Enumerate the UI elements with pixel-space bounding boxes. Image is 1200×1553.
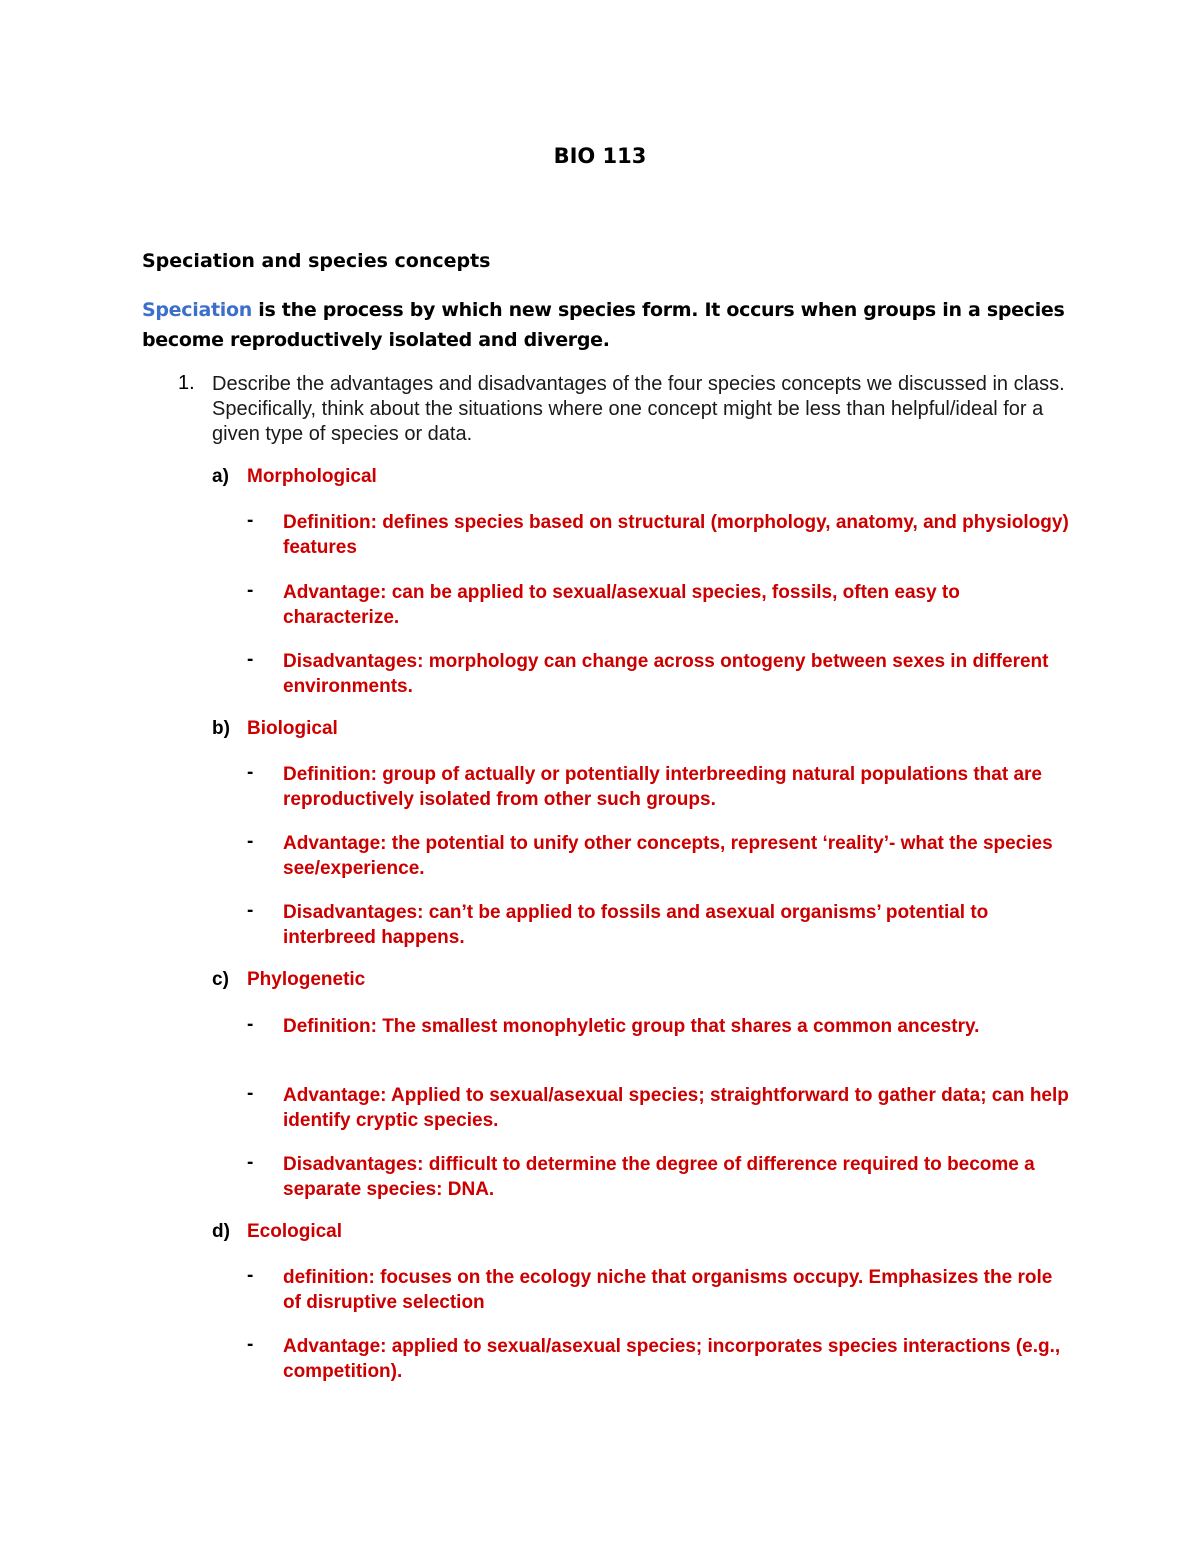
- bullet-dash: -: [247, 1083, 254, 1104]
- bullet-dash: -: [247, 510, 254, 531]
- intro-term: Speciation: [142, 299, 252, 321]
- concept-point: Definition: group of actually or potentially interbreeding natural populations that are reproductively isolated from other such groups.: [283, 764, 1042, 810]
- intro-paragraph: [142, 295, 1072, 355]
- concept-point: definition: focuses on the ecology niche that organisms occupy. Emphasizes the role of disruptive selection: [283, 1267, 1053, 1313]
- concept-point: Disadvantages: can’t be applied to fossils and asexual organisms’ potential to interbreed happens.: [283, 902, 989, 948]
- question-text: Describe the advantages and disadvantages of the four species concepts we discussed in class. Specifically, think about the situations where one concept might be less than helpful/ideal for a given type of species or data.: [212, 373, 1065, 445]
- concept-point: Advantage: applied to sexual/asexual species; incorporates species interactions (e.g., competition).: [283, 1336, 1061, 1382]
- concept-name-ecological: Ecological: [247, 1221, 343, 1242]
- intro-text: is the process by which new species form. It occurs when groups in a species become reproductively isolated and diverge.: [142, 299, 1065, 351]
- bullet-dash: -: [247, 1014, 254, 1035]
- bullet-dash: -: [247, 580, 254, 601]
- concept-point: Definition: defines species based on structural (morphology, anatomy, and physiology) features: [283, 512, 1069, 558]
- concept-name-morphological: Morphological: [247, 466, 377, 487]
- concept-name-biological: Biological: [247, 718, 338, 739]
- concept-point: Definition: The smallest monophyletic group that shares a common ancestry.: [283, 1016, 980, 1037]
- bullet-dash: -: [247, 900, 254, 921]
- concept-letter: b): [212, 718, 230, 739]
- bullet-dash: -: [247, 1334, 254, 1355]
- concept-letter: d): [212, 1221, 230, 1242]
- concept-point: Disadvantages: morphology can change across ontogeny between sexes in different environments.: [283, 651, 1049, 697]
- concept-point: Advantage: the potential to unify other concepts, represent ‘reality’- what the species see/experience.: [283, 833, 1053, 879]
- concept-letter: c): [212, 969, 229, 990]
- course-title: BIO 113: [553, 144, 647, 168]
- question-number: 1.: [178, 372, 195, 394]
- bullet-dash: -: [247, 649, 254, 670]
- section-heading: Speciation and species concepts: [142, 250, 491, 272]
- bullet-dash: -: [247, 1152, 254, 1173]
- concept-point: Advantage: Applied to sexual/asexual species; straightforward to gather data; can help identify cryptic species.: [283, 1085, 1069, 1131]
- concept-point: Advantage: can be applied to sexual/asexual species, fossils, often easy to characterize.: [283, 582, 960, 628]
- concept-point: Disadvantages: difficult to determine the degree of difference required to become a separate species: DNA.: [283, 1154, 1035, 1200]
- bullet-dash: -: [247, 831, 254, 852]
- bullet-dash: -: [247, 762, 254, 783]
- concept-name-phylogenetic: Phylogenetic: [247, 969, 366, 990]
- concept-letter: a): [212, 466, 229, 487]
- bullet-dash: -: [247, 1265, 254, 1286]
